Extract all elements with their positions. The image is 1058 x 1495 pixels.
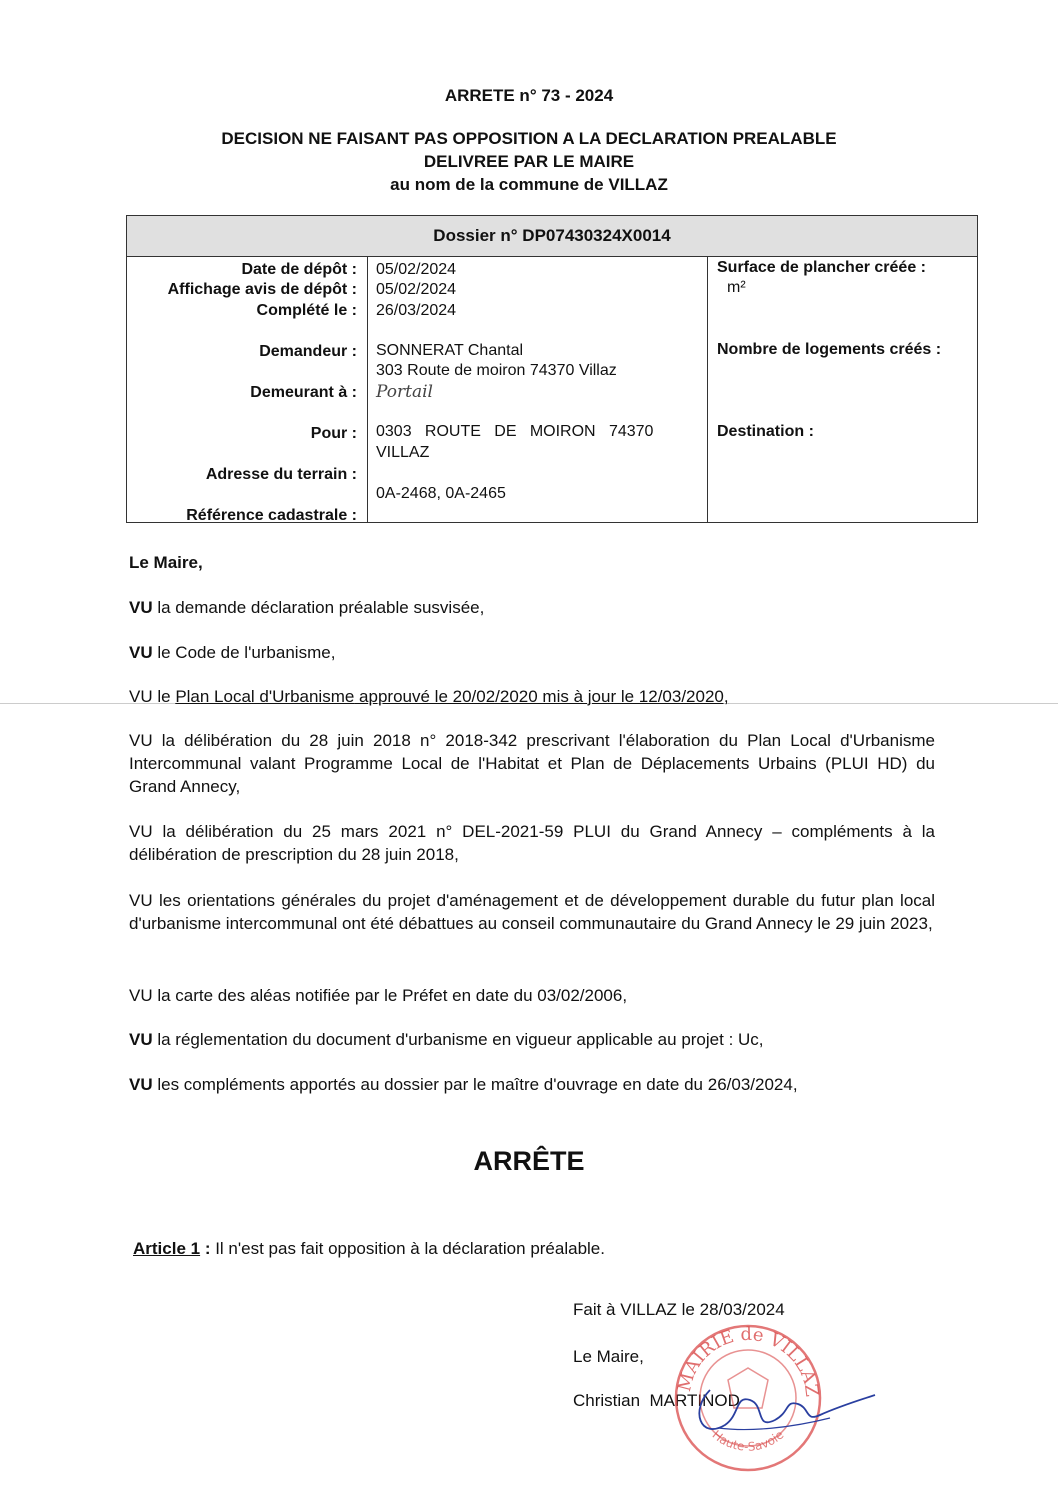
fait-a: Fait à VILLAZ le 28/03/2024	[573, 1300, 785, 1319]
label-destination: Destination :	[717, 423, 814, 440]
le-maire-heading: Le Maire,	[129, 553, 203, 572]
vu-keyword: VU	[129, 643, 153, 662]
value-adresse-line2: VILLAZ	[376, 444, 430, 461]
value-affichage: 05/02/2024	[376, 281, 457, 298]
column-divider	[367, 256, 368, 522]
decision-title-line1: DECISION NE FAISANT PAS OPPOSITION A LA DECLARATION PREALABLE	[221, 129, 837, 148]
vu-keyword: VU	[129, 687, 153, 706]
label-adresse-terrain: Adresse du terrain :	[205, 466, 357, 483]
vu-paragraph: VU la carte des aléas notifiée par le Préfet en date du 03/02/2006,	[129, 986, 628, 1005]
vu-paragraph	[129, 1073, 935, 1096]
stamp-subtext: Haute-Savoie	[709, 1427, 787, 1454]
vu-text-underlined: approuvé le 20/02/2020 mis à jour le 12/03/2020,	[354, 687, 729, 706]
article-1	[133, 1237, 939, 1260]
handwritten-signature	[680, 1370, 880, 1450]
label-complete: Complété le :	[256, 302, 357, 319]
vu-paragraph	[129, 1028, 935, 1051]
label-pour: Pour :	[310, 425, 357, 442]
value-demandeur: SONNERAT Chantal	[376, 342, 524, 359]
handwritten-note: Portail	[376, 382, 433, 402]
label-reference-cadastrale: Référence cadastrale :	[186, 507, 357, 524]
vu-text: les compléments apportés au dossier par le maître d'ouvrage en date du 26/03/2024,	[152, 1075, 798, 1094]
article-text: Il n'est pas fait opposition à la déclaration préalable.	[210, 1239, 605, 1258]
signature-stroke	[699, 1390, 875, 1429]
signature-role: Le Maire,	[573, 1347, 644, 1366]
decision-title-line2: DELIVREE PAR LE MAIRE	[423, 152, 635, 171]
label-date-depot: Date de dépôt :	[241, 261, 357, 278]
vu-text: la réglementation du document d'urbanisme en vigueur applicable au projet : Uc,	[152, 1030, 764, 1049]
value-adresse-line1: 0303 ROUTE DE MOIRON 74370	[376, 423, 654, 440]
stamp-text: MAIRIE de VILLAZ	[674, 1323, 823, 1398]
vu-text: le Code de l'urbanisme,	[152, 643, 336, 662]
vu-paragraph: VU les orientations générales du projet d'aménagement et de développement durable du futur plan local d'urbanisme intercommunal ont été débattues au conseil communautaire du Grand Annecy le 29 juin 2023,	[129, 891, 935, 933]
article-colon: :	[200, 1239, 211, 1258]
signature-name: Christian MARTINOD	[573, 1391, 740, 1410]
label-affichage: Affichage avis de dépôt :	[167, 281, 357, 298]
vu-keyword: VU	[129, 1075, 153, 1094]
vu-text: la demande déclaration préalable susvisée,	[152, 598, 485, 617]
vu-paragraph: VU la délibération du 28 juin 2018 n° 2018-342 prescrivant l'élaboration du Plan Local d'Urbanisme Intercommunal valant Programme Local de l'Habitat et Plan de Déplacements Urbains (PLUI HD) du Grand Annecy,	[129, 731, 935, 796]
label-nombre-logements: Nombre de logements créés :	[717, 341, 942, 358]
vu-text: le	[152, 687, 176, 706]
value-complete: 26/03/2024	[376, 302, 457, 319]
article-label: Article 1	[133, 1239, 201, 1258]
vu-paragraph: VU la délibération du 25 mars 2021 n° DEL-2021-59 PLUI du Grand Annecy – compléments à la délibération de prescription du 28 juin 2018,	[129, 822, 935, 864]
vu-keyword: VU	[129, 1030, 153, 1049]
vu-paragraph	[129, 685, 935, 708]
vu-keyword: VU	[129, 598, 153, 617]
dossier-box	[126, 215, 978, 523]
vu-paragraph	[129, 596, 935, 619]
label-demandeur: Demandeur :	[259, 343, 357, 360]
value-demandeur-address: 303 Route de moiron 74370 Villaz	[376, 362, 617, 379]
dossier-title: Dossier n° DP07430324X0014	[127, 216, 977, 257]
vu-paragraph	[129, 641, 935, 664]
value-date-depot: 05/02/2024	[376, 261, 457, 278]
label-demeurant: Demeurant à :	[250, 384, 357, 401]
arrete-title: ARRÊTE	[473, 1146, 585, 1176]
surface-unit: m²	[727, 279, 746, 296]
vu-text-underlined: Plan Local d'Urbanisme	[175, 687, 355, 706]
column-divider	[707, 256, 708, 522]
decision-title-line3: au nom de la commune de VILLAZ	[390, 175, 668, 194]
label-surface-plancher: Surface de plancher créée :	[717, 259, 926, 276]
arrete-number: ARRETE n° 73 - 2024	[444, 86, 614, 105]
value-reference: 0A-2468, 0A-2465	[376, 485, 506, 502]
